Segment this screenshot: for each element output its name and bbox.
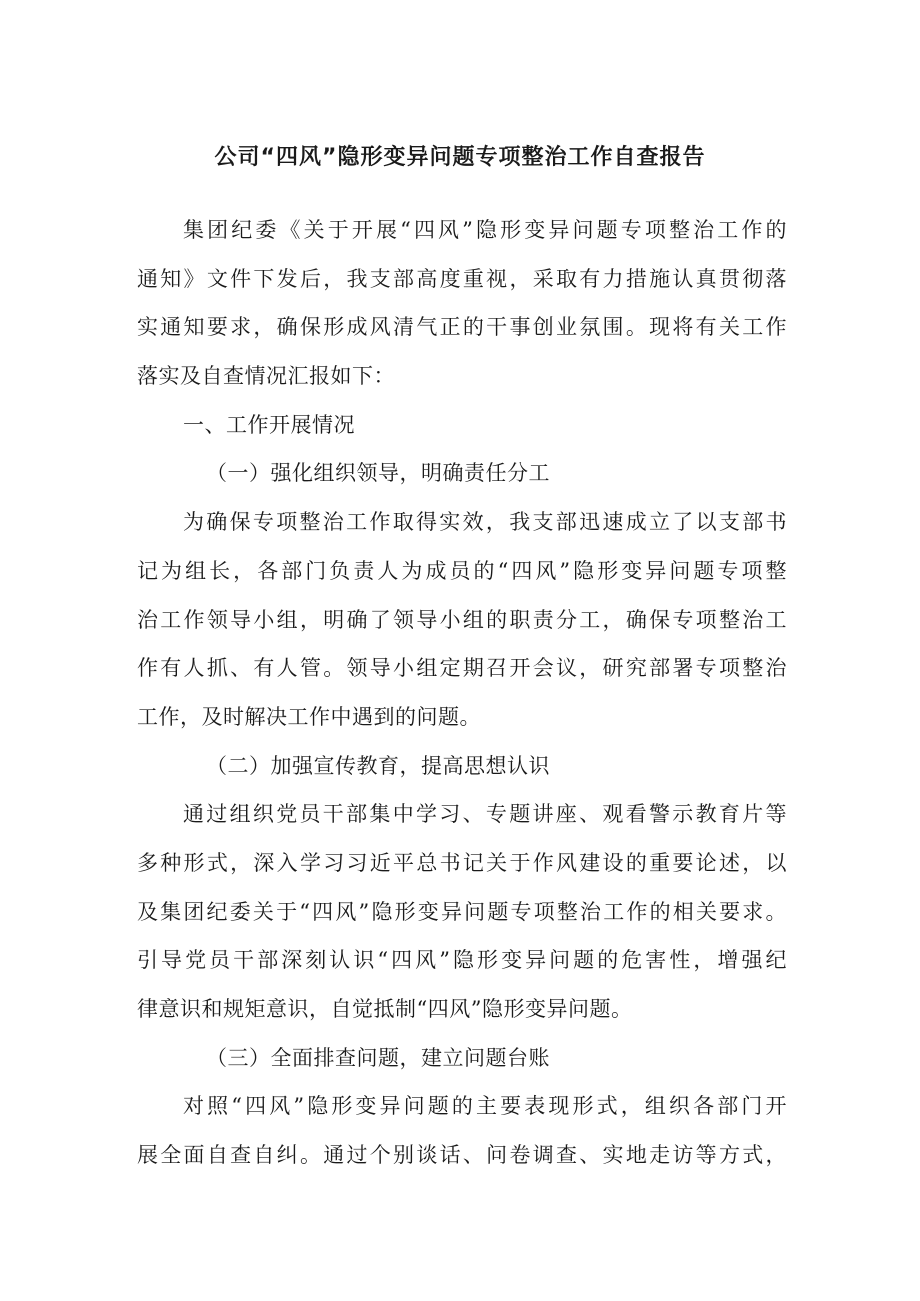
paragraph-line: 工作，及时解决工作中遇到的问题。 xyxy=(137,704,481,729)
intro-line: 通知》文件下发后，我支部高度重视，采取有力措施认真贯彻落 xyxy=(137,266,787,291)
section-heading: 一、工作开展情况 xyxy=(183,412,355,437)
document-title: 公司“四风”隐形变异问题专项整治工作自查报告 xyxy=(214,145,706,170)
paragraph-line: 律意识和规矩意识，自觉抵制“四风”隐形变异问题。 xyxy=(137,997,633,1021)
paragraph-line: 对照“四风”隐形变异问题的主要表现形式，组织各部门开 xyxy=(183,1094,787,1119)
paragraph-line: 为确保专项整治工作取得实效，我支部迅速成立了以支部书 xyxy=(183,510,787,535)
paragraph-line: 作有人抓、有人管。领导小组定期召开会议，研究部署专项整治 xyxy=(137,656,787,681)
subsection-heading: （三）全面排查问题，建立问题台账 xyxy=(206,1045,550,1070)
intro-line: 落实及自查情况汇报如下： xyxy=(137,364,395,389)
subsection-heading: （二）加强宣传教育，提高思想认识 xyxy=(206,753,550,778)
paragraph-line: 多种形式，深入学习习近平总书记关于作风建设的重要论述，以 xyxy=(137,850,787,875)
intro-line: 集团纪委《关于开展“四风”隐形变异问题专项整治工作的 xyxy=(183,218,787,242)
paragraph-line: 及集团纪委关于“四风”隐形变异问题专项整治工作的相关要求。 xyxy=(137,899,787,924)
paragraph-line: 治工作领导小组，明确了领导小组的职责分工，确保专项整治工 xyxy=(137,607,787,632)
paragraph-line: 记为组长，各部门负责人为成员的“四风”隐形变异问题专项整 xyxy=(137,558,787,583)
intro-line: 实通知要求，确保形成风清气正的干事创业氛围。现将有关工作 xyxy=(137,315,787,340)
paragraph-line: 通过组织党员干部集中学习、专题讲座、观看警示教育片等 xyxy=(183,802,787,827)
subsection-heading: （一）强化组织领导，明确责任分工 xyxy=(206,461,550,486)
paragraph-line: 展全面自查自纠。通过个别谈话、问卷调查、实地走访等方式， xyxy=(137,1143,787,1168)
paragraph-line: 引导党员干部深刻认识“四风”隐形变异问题的危害性，增强纪 xyxy=(137,948,787,973)
document-body xyxy=(137,206,787,1180)
